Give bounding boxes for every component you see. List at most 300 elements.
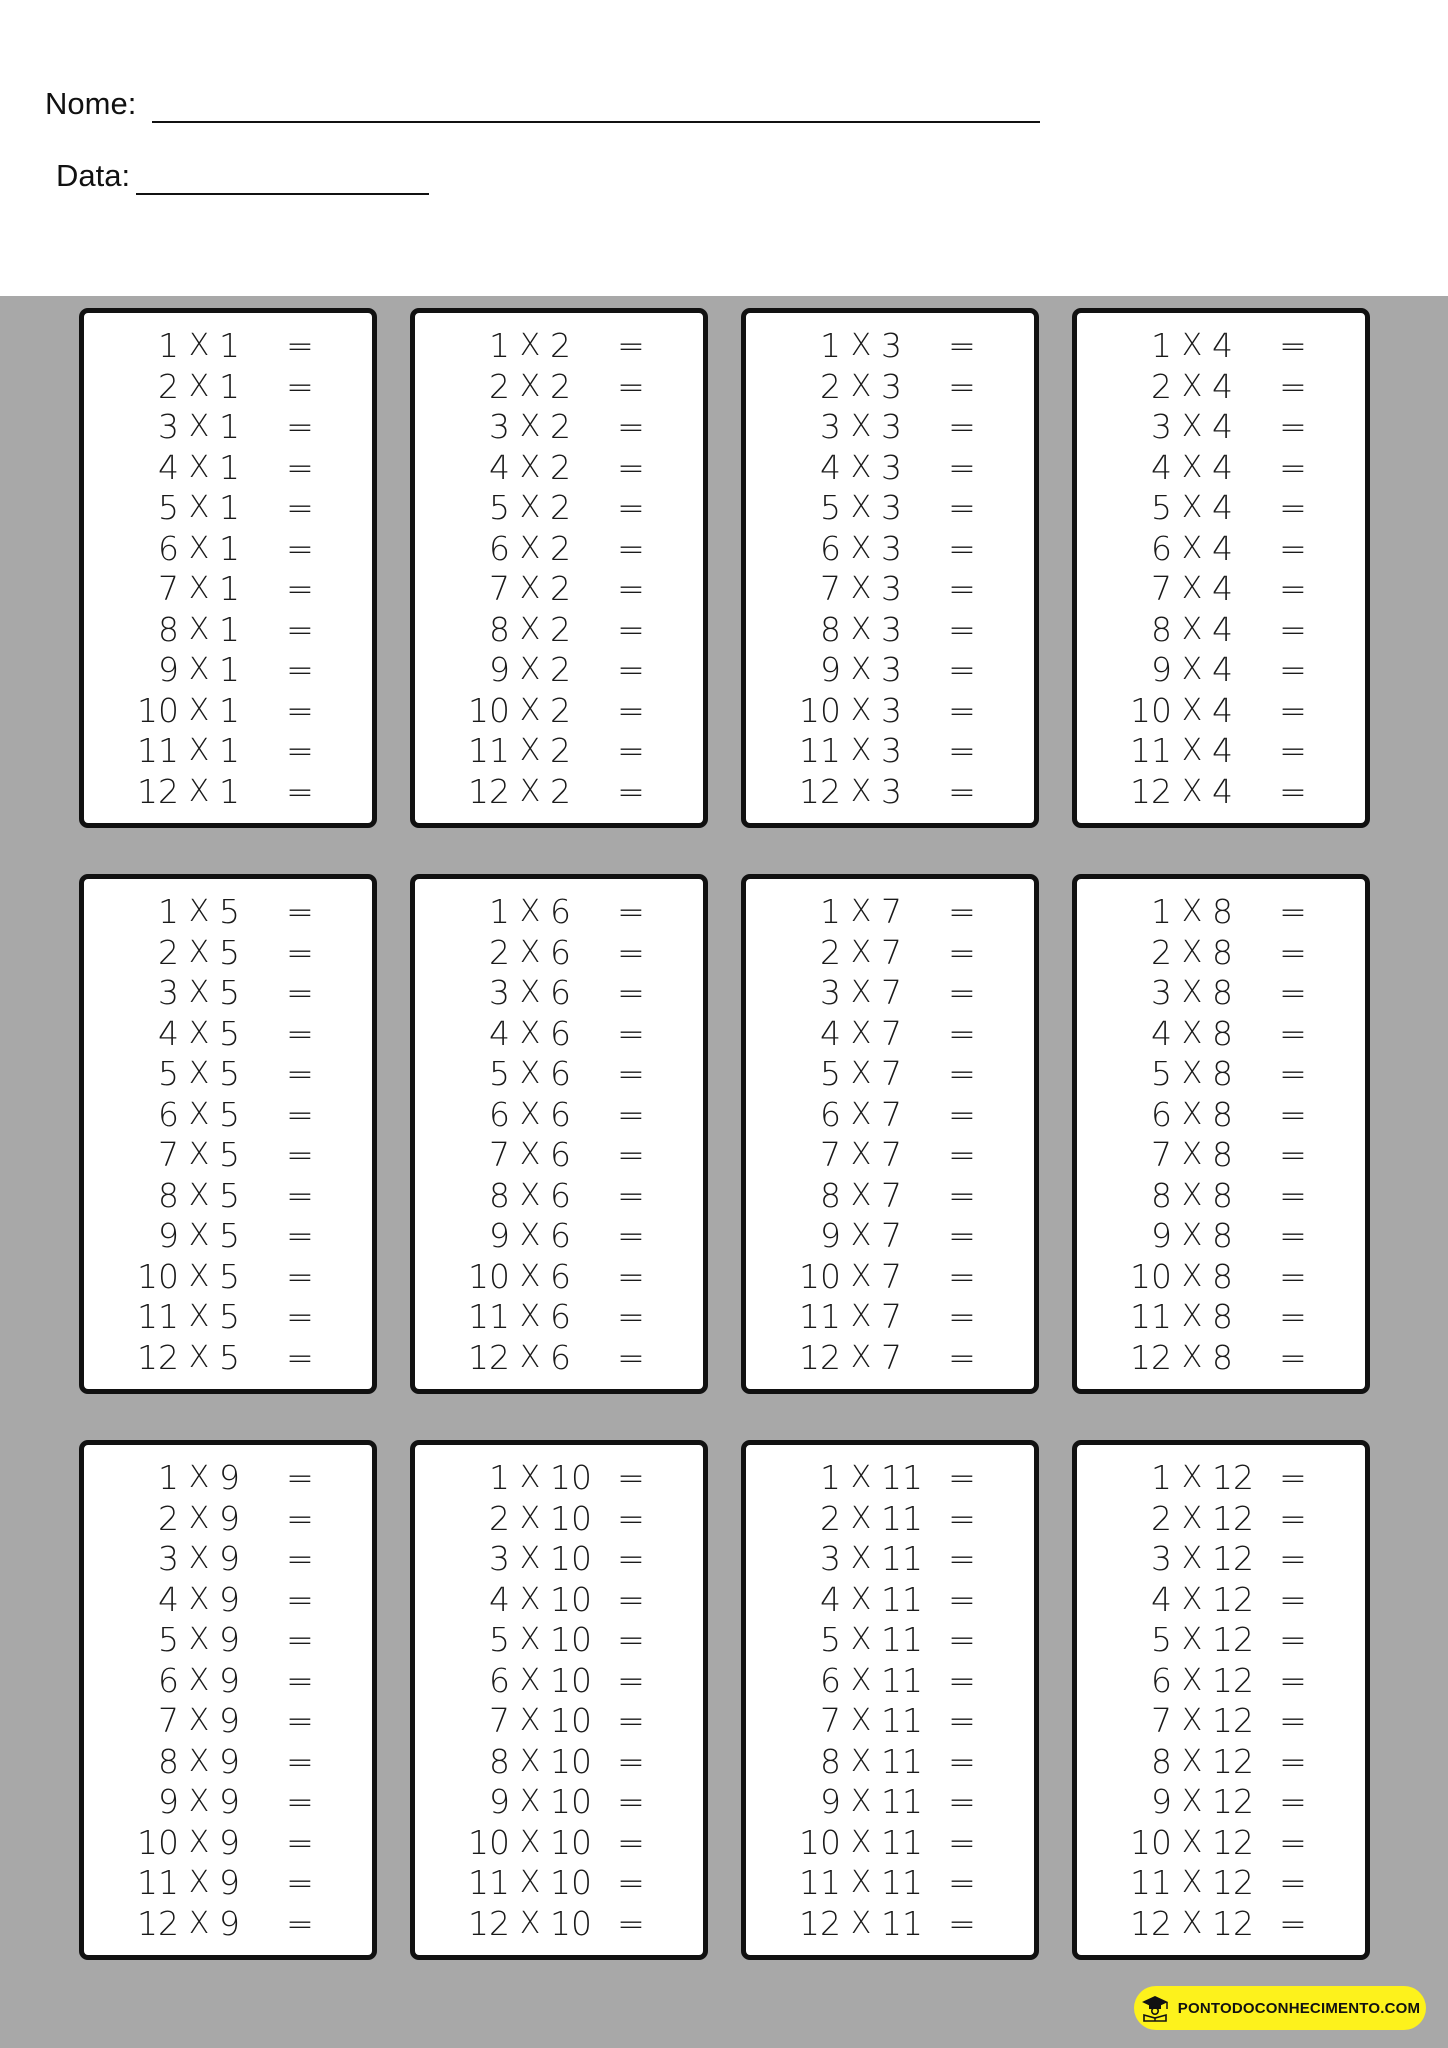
equals-sign: = bbox=[617, 447, 645, 487]
equals-sign: = bbox=[617, 1539, 645, 1579]
multiplicand: 11 bbox=[799, 1297, 841, 1337]
multiplicand: 6 bbox=[489, 1660, 510, 1700]
multiplier: 4 bbox=[1212, 488, 1233, 528]
multiplier: 3 bbox=[881, 407, 902, 447]
equals-sign: = bbox=[617, 609, 645, 649]
multiplier: 4 bbox=[1212, 771, 1233, 811]
multiplicand: 4 bbox=[1151, 1013, 1172, 1053]
multiplier: 4 bbox=[1212, 447, 1233, 487]
multiplier: 10 bbox=[550, 1620, 592, 1660]
multiplier: 2 bbox=[550, 609, 571, 649]
multiplicand: 5 bbox=[1151, 1620, 1172, 1660]
multiplier: 5 bbox=[219, 1297, 240, 1337]
times-sign: X bbox=[850, 490, 872, 526]
multiplicand: 6 bbox=[820, 1094, 841, 1134]
multiplicand: 5 bbox=[158, 488, 179, 528]
equals-sign: = bbox=[617, 1782, 645, 1822]
table-row bbox=[458, 1824, 660, 1862]
table-card bbox=[410, 874, 708, 1394]
equals-sign: = bbox=[617, 1822, 645, 1862]
multiplicand: 2 bbox=[158, 366, 179, 406]
multiplicand: 9 bbox=[820, 1782, 841, 1822]
equals-sign: = bbox=[286, 1741, 314, 1781]
multiplier: 7 bbox=[881, 1135, 902, 1175]
table-row bbox=[458, 1298, 660, 1336]
times-sign: X bbox=[519, 733, 541, 769]
times-sign: X bbox=[850, 975, 872, 1011]
table-row bbox=[789, 732, 991, 770]
table-row bbox=[127, 1662, 329, 1700]
equals-sign: = bbox=[286, 1013, 314, 1053]
table-row bbox=[1120, 773, 1322, 811]
equals-sign: = bbox=[617, 1216, 645, 1256]
multiplier: 7 bbox=[881, 1094, 902, 1134]
times-sign: X bbox=[188, 1500, 210, 1536]
equals-sign: = bbox=[286, 1216, 314, 1256]
multiplicand: 2 bbox=[1151, 932, 1172, 972]
table-row bbox=[789, 327, 991, 365]
multiplier: 11 bbox=[881, 1620, 923, 1660]
multiplicand: 1 bbox=[489, 892, 510, 931]
table-row bbox=[127, 1783, 329, 1821]
times-sign: X bbox=[188, 1622, 210, 1658]
multiplier: 3 bbox=[881, 366, 902, 406]
equals-sign: = bbox=[617, 1135, 645, 1175]
table-row bbox=[789, 1621, 991, 1659]
table-card bbox=[79, 1440, 377, 1960]
equals-sign: = bbox=[948, 892, 976, 931]
multiplier: 8 bbox=[1212, 973, 1233, 1013]
multiplicand: 1 bbox=[1151, 892, 1172, 931]
times-sign: X bbox=[1181, 1541, 1203, 1577]
multiplier: 1 bbox=[219, 650, 240, 690]
table-row bbox=[127, 692, 329, 730]
multiplicand: 12 bbox=[1130, 1903, 1172, 1943]
table-row bbox=[127, 732, 329, 770]
multiplicand: 9 bbox=[820, 650, 841, 690]
times-sign: X bbox=[1181, 1056, 1203, 1092]
multiplicand: 8 bbox=[489, 1175, 510, 1215]
table-row bbox=[789, 1339, 991, 1377]
multiplier: 11 bbox=[881, 1458, 923, 1497]
multiplicand: 3 bbox=[158, 407, 179, 447]
times-sign: X bbox=[850, 1015, 872, 1051]
multiplier: 9 bbox=[219, 1660, 240, 1700]
times-sign: X bbox=[1181, 328, 1203, 363]
table-row bbox=[789, 1459, 991, 1497]
table-row bbox=[127, 1581, 329, 1619]
multiplier: 7 bbox=[881, 973, 902, 1013]
times-sign: X bbox=[188, 652, 210, 688]
multiplicand: 11 bbox=[1130, 1863, 1172, 1903]
times-sign: X bbox=[1181, 975, 1203, 1011]
equals-sign: = bbox=[617, 1297, 645, 1337]
times-sign: X bbox=[519, 1258, 541, 1294]
table-row bbox=[458, 651, 660, 689]
multiplier: 3 bbox=[881, 650, 902, 690]
multiplier: 5 bbox=[219, 1135, 240, 1175]
multiplier: 4 bbox=[1212, 690, 1233, 730]
table-row bbox=[127, 1096, 329, 1134]
multiplicand: 11 bbox=[799, 1863, 841, 1903]
equals-sign: = bbox=[617, 650, 645, 690]
equals-sign: = bbox=[617, 892, 645, 931]
multiplier: 11 bbox=[881, 1782, 923, 1822]
times-sign: X bbox=[188, 1056, 210, 1092]
multiplicand: 2 bbox=[1151, 366, 1172, 406]
multiplier: 9 bbox=[219, 1863, 240, 1903]
multiplier: 8 bbox=[1212, 1094, 1233, 1134]
multiplier: 4 bbox=[1212, 731, 1233, 771]
times-sign: X bbox=[1181, 449, 1203, 485]
times-sign: X bbox=[850, 773, 872, 809]
multiplicand: 10 bbox=[137, 1256, 179, 1296]
table-row bbox=[1120, 1743, 1322, 1781]
table-row bbox=[789, 974, 991, 1012]
multiplier: 4 bbox=[1212, 326, 1233, 365]
equals-sign: = bbox=[948, 1094, 976, 1134]
times-sign: X bbox=[519, 571, 541, 607]
multiplier: 3 bbox=[881, 488, 902, 528]
multiplicand: 5 bbox=[489, 488, 510, 528]
table-row bbox=[127, 1702, 329, 1740]
times-sign: X bbox=[850, 409, 872, 445]
times-sign: X bbox=[188, 1703, 210, 1739]
multiplier: 11 bbox=[881, 1863, 923, 1903]
multiplicand: 8 bbox=[1151, 609, 1172, 649]
times-sign: X bbox=[850, 894, 872, 929]
multiplier: 3 bbox=[881, 609, 902, 649]
multiplier: 1 bbox=[219, 569, 240, 609]
multiplier: 10 bbox=[550, 1660, 592, 1700]
multiplicand: 8 bbox=[1151, 1741, 1172, 1781]
times-sign: X bbox=[519, 894, 541, 929]
table-row bbox=[1120, 1783, 1322, 1821]
multiplier: 8 bbox=[1212, 1135, 1233, 1175]
times-sign: X bbox=[1181, 1703, 1203, 1739]
multiplier: 7 bbox=[881, 1175, 902, 1215]
equals-sign: = bbox=[1279, 1903, 1307, 1943]
multiplier: 8 bbox=[1212, 1337, 1233, 1377]
times-sign: X bbox=[519, 1865, 541, 1901]
multiplier: 9 bbox=[219, 1498, 240, 1538]
times-sign: X bbox=[519, 449, 541, 485]
table-row bbox=[127, 368, 329, 406]
table-row bbox=[1120, 1096, 1322, 1134]
date-input-line[interactable] bbox=[136, 193, 429, 195]
table-row bbox=[789, 530, 991, 568]
equals-sign: = bbox=[286, 1297, 314, 1337]
multiplicand: 8 bbox=[820, 1175, 841, 1215]
table-row bbox=[789, 570, 991, 608]
multiplier: 2 bbox=[550, 447, 571, 487]
equals-sign: = bbox=[286, 1175, 314, 1215]
multiplier: 11 bbox=[881, 1579, 923, 1619]
times-sign: X bbox=[1181, 1865, 1203, 1901]
table-row bbox=[458, 1905, 660, 1943]
multiplicand: 1 bbox=[158, 326, 179, 365]
multiplier: 9 bbox=[219, 1458, 240, 1497]
multiplicand: 3 bbox=[489, 1539, 510, 1579]
multiplier: 12 bbox=[1212, 1863, 1254, 1903]
table-row bbox=[127, 1743, 329, 1781]
times-sign: X bbox=[850, 1865, 872, 1901]
multiplicand: 8 bbox=[489, 609, 510, 649]
times-sign: X bbox=[850, 1137, 872, 1173]
table-row bbox=[458, 1864, 660, 1902]
times-sign: X bbox=[850, 1703, 872, 1739]
equals-sign: = bbox=[948, 1013, 976, 1053]
table-row bbox=[789, 368, 991, 406]
equals-sign: = bbox=[948, 528, 976, 568]
times-sign: X bbox=[188, 1339, 210, 1375]
times-sign: X bbox=[519, 1056, 541, 1092]
times-sign: X bbox=[519, 692, 541, 728]
equals-sign: = bbox=[1279, 932, 1307, 972]
table-row bbox=[789, 1015, 991, 1053]
multiplier: 7 bbox=[881, 1013, 902, 1053]
times-sign: X bbox=[188, 733, 210, 769]
table-row bbox=[127, 327, 329, 365]
table-row bbox=[458, 1743, 660, 1781]
multiplicand: 7 bbox=[820, 569, 841, 609]
table-row bbox=[458, 1783, 660, 1821]
equals-sign: = bbox=[1279, 569, 1307, 609]
equals-sign: = bbox=[617, 528, 645, 568]
table-row bbox=[789, 1905, 991, 1943]
table-card bbox=[79, 308, 377, 828]
multiplier: 5 bbox=[219, 1216, 240, 1256]
multiplier: 7 bbox=[881, 932, 902, 972]
table-row bbox=[458, 1459, 660, 1497]
multiplier: 12 bbox=[1212, 1620, 1254, 1660]
worksheet-header bbox=[0, 0, 1448, 296]
multiplicand: 5 bbox=[1151, 1054, 1172, 1094]
times-sign: X bbox=[850, 692, 872, 728]
times-sign: X bbox=[850, 1784, 872, 1820]
multiplier: 1 bbox=[219, 447, 240, 487]
times-sign: X bbox=[188, 1218, 210, 1254]
graduate-reading-icon bbox=[1140, 1994, 1170, 2022]
multiplier: 11 bbox=[881, 1498, 923, 1538]
equals-sign: = bbox=[1279, 1054, 1307, 1094]
multiplicand: 6 bbox=[820, 1660, 841, 1700]
table-card bbox=[410, 308, 708, 828]
table-row bbox=[1120, 1217, 1322, 1255]
multiplier: 5 bbox=[219, 1094, 240, 1134]
times-sign: X bbox=[1181, 1500, 1203, 1536]
times-sign: X bbox=[1181, 1905, 1203, 1941]
times-sign: X bbox=[519, 1784, 541, 1820]
multiplicand: 8 bbox=[820, 609, 841, 649]
table-row bbox=[458, 974, 660, 1012]
times-sign: X bbox=[188, 1743, 210, 1779]
table-row bbox=[789, 1258, 991, 1296]
table-row bbox=[789, 408, 991, 446]
multiplicand: 8 bbox=[489, 1741, 510, 1781]
equals-sign: = bbox=[617, 326, 645, 365]
equals-sign: = bbox=[1279, 892, 1307, 931]
times-sign: X bbox=[188, 368, 210, 404]
equals-sign: = bbox=[617, 1337, 645, 1377]
table-row bbox=[1120, 974, 1322, 1012]
multiplier: 12 bbox=[1212, 1903, 1254, 1943]
multiplier: 10 bbox=[550, 1579, 592, 1619]
multiplier: 2 bbox=[550, 650, 571, 690]
table-card bbox=[741, 874, 1039, 1394]
multiplicand: 1 bbox=[1151, 326, 1172, 365]
multiplicand: 10 bbox=[1130, 1822, 1172, 1862]
table-row bbox=[458, 773, 660, 811]
table-row bbox=[458, 934, 660, 972]
times-sign: X bbox=[519, 1015, 541, 1051]
times-sign: X bbox=[1181, 894, 1203, 929]
times-sign: X bbox=[519, 1177, 541, 1213]
times-sign: X bbox=[188, 975, 210, 1011]
table-row bbox=[1120, 1339, 1322, 1377]
multiplicand: 7 bbox=[489, 1135, 510, 1175]
multiplicand: 2 bbox=[489, 366, 510, 406]
multiplier: 7 bbox=[881, 1054, 902, 1094]
multiplicand: 2 bbox=[820, 366, 841, 406]
times-sign: X bbox=[1181, 1581, 1203, 1617]
equals-sign: = bbox=[617, 1094, 645, 1134]
equals-sign: = bbox=[1279, 326, 1307, 365]
times-sign: X bbox=[850, 368, 872, 404]
times-sign: X bbox=[188, 1096, 210, 1132]
table-row bbox=[1120, 651, 1322, 689]
table-row bbox=[1120, 732, 1322, 770]
equals-sign: = bbox=[948, 1256, 976, 1296]
multiplier: 1 bbox=[219, 609, 240, 649]
times-sign: X bbox=[850, 1177, 872, 1213]
multiplicand: 2 bbox=[820, 1498, 841, 1538]
multiplicand: 3 bbox=[1151, 973, 1172, 1013]
equals-sign: = bbox=[617, 1903, 645, 1943]
table-row bbox=[127, 1824, 329, 1862]
table-row bbox=[1120, 1702, 1322, 1740]
times-sign: X bbox=[188, 571, 210, 607]
times-sign: X bbox=[850, 1541, 872, 1577]
times-sign: X bbox=[850, 1905, 872, 1941]
multiplier: 5 bbox=[219, 892, 240, 931]
times-sign: X bbox=[1181, 1258, 1203, 1294]
table-row bbox=[789, 1096, 991, 1134]
table-row bbox=[127, 449, 329, 487]
equals-sign: = bbox=[286, 366, 314, 406]
equals-sign: = bbox=[286, 528, 314, 568]
multiplier: 2 bbox=[550, 528, 571, 568]
times-sign: X bbox=[519, 1218, 541, 1254]
table-row bbox=[1120, 449, 1322, 487]
equals-sign: = bbox=[617, 366, 645, 406]
times-sign: X bbox=[188, 1015, 210, 1051]
multiplier: 6 bbox=[550, 973, 571, 1013]
times-sign: X bbox=[519, 1622, 541, 1658]
equals-sign: = bbox=[1279, 609, 1307, 649]
multiplicand: 7 bbox=[820, 1135, 841, 1175]
table-row bbox=[127, 570, 329, 608]
multiplicand: 4 bbox=[1151, 1579, 1172, 1619]
equals-sign: = bbox=[1279, 1822, 1307, 1862]
table-row bbox=[458, 1136, 660, 1174]
table-row bbox=[1120, 1015, 1322, 1053]
table-card bbox=[410, 1440, 708, 1960]
multiplier: 7 bbox=[881, 1216, 902, 1256]
multiplier: 8 bbox=[1212, 932, 1233, 972]
table-row bbox=[127, 934, 329, 972]
name-input-line[interactable] bbox=[152, 121, 1040, 123]
times-sign: X bbox=[188, 1177, 210, 1213]
multiplier: 10 bbox=[550, 1822, 592, 1862]
multiplicand: 10 bbox=[137, 1822, 179, 1862]
multiplier: 12 bbox=[1212, 1782, 1254, 1822]
equals-sign: = bbox=[617, 1175, 645, 1215]
multiplier: 3 bbox=[881, 326, 902, 365]
table-row bbox=[789, 934, 991, 972]
multiplicand: 12 bbox=[799, 1337, 841, 1377]
table-card bbox=[741, 308, 1039, 828]
multiplier: 12 bbox=[1212, 1701, 1254, 1741]
table-row bbox=[127, 1177, 329, 1215]
times-sign: X bbox=[850, 328, 872, 363]
equals-sign: = bbox=[617, 1660, 645, 1700]
equals-sign: = bbox=[1279, 447, 1307, 487]
multiplier: 1 bbox=[219, 690, 240, 730]
times-sign: X bbox=[1181, 934, 1203, 970]
times-sign: X bbox=[188, 1865, 210, 1901]
times-sign: X bbox=[850, 530, 872, 566]
table-row bbox=[458, 408, 660, 446]
table-row bbox=[1120, 1055, 1322, 1093]
multiplier: 8 bbox=[1212, 1013, 1233, 1053]
multiplier: 5 bbox=[219, 1256, 240, 1296]
multiplicand: 7 bbox=[1151, 1701, 1172, 1741]
multiplicand: 11 bbox=[137, 1297, 179, 1337]
equals-sign: = bbox=[948, 447, 976, 487]
equals-sign: = bbox=[286, 771, 314, 811]
multiplier: 3 bbox=[881, 569, 902, 609]
multiplier: 10 bbox=[550, 1701, 592, 1741]
multiplier: 10 bbox=[550, 1458, 592, 1497]
table-row bbox=[127, 1258, 329, 1296]
equals-sign: = bbox=[617, 932, 645, 972]
times-sign: X bbox=[519, 1541, 541, 1577]
multiplicand: 9 bbox=[1151, 650, 1172, 690]
table-row bbox=[789, 773, 991, 811]
multiplicand: 8 bbox=[820, 1741, 841, 1781]
multiplier: 1 bbox=[219, 731, 240, 771]
multiplicand: 12 bbox=[1130, 1337, 1172, 1377]
multiplier: 9 bbox=[219, 1701, 240, 1741]
multiplicand: 2 bbox=[489, 1498, 510, 1538]
equals-sign: = bbox=[617, 1863, 645, 1903]
table-row bbox=[127, 1905, 329, 1943]
times-sign: X bbox=[188, 611, 210, 647]
multiplicand: 8 bbox=[158, 1175, 179, 1215]
times-sign: X bbox=[519, 1460, 541, 1495]
multiplicand: 12 bbox=[137, 1903, 179, 1943]
multiplicand: 1 bbox=[489, 1458, 510, 1497]
multiplier: 10 bbox=[550, 1498, 592, 1538]
times-sign: X bbox=[850, 1339, 872, 1375]
multiplier: 3 bbox=[881, 731, 902, 771]
multiplier: 10 bbox=[550, 1782, 592, 1822]
times-sign: X bbox=[519, 934, 541, 970]
multiplicand: 10 bbox=[137, 690, 179, 730]
times-sign: X bbox=[1181, 773, 1203, 809]
table-row bbox=[1120, 1258, 1322, 1296]
